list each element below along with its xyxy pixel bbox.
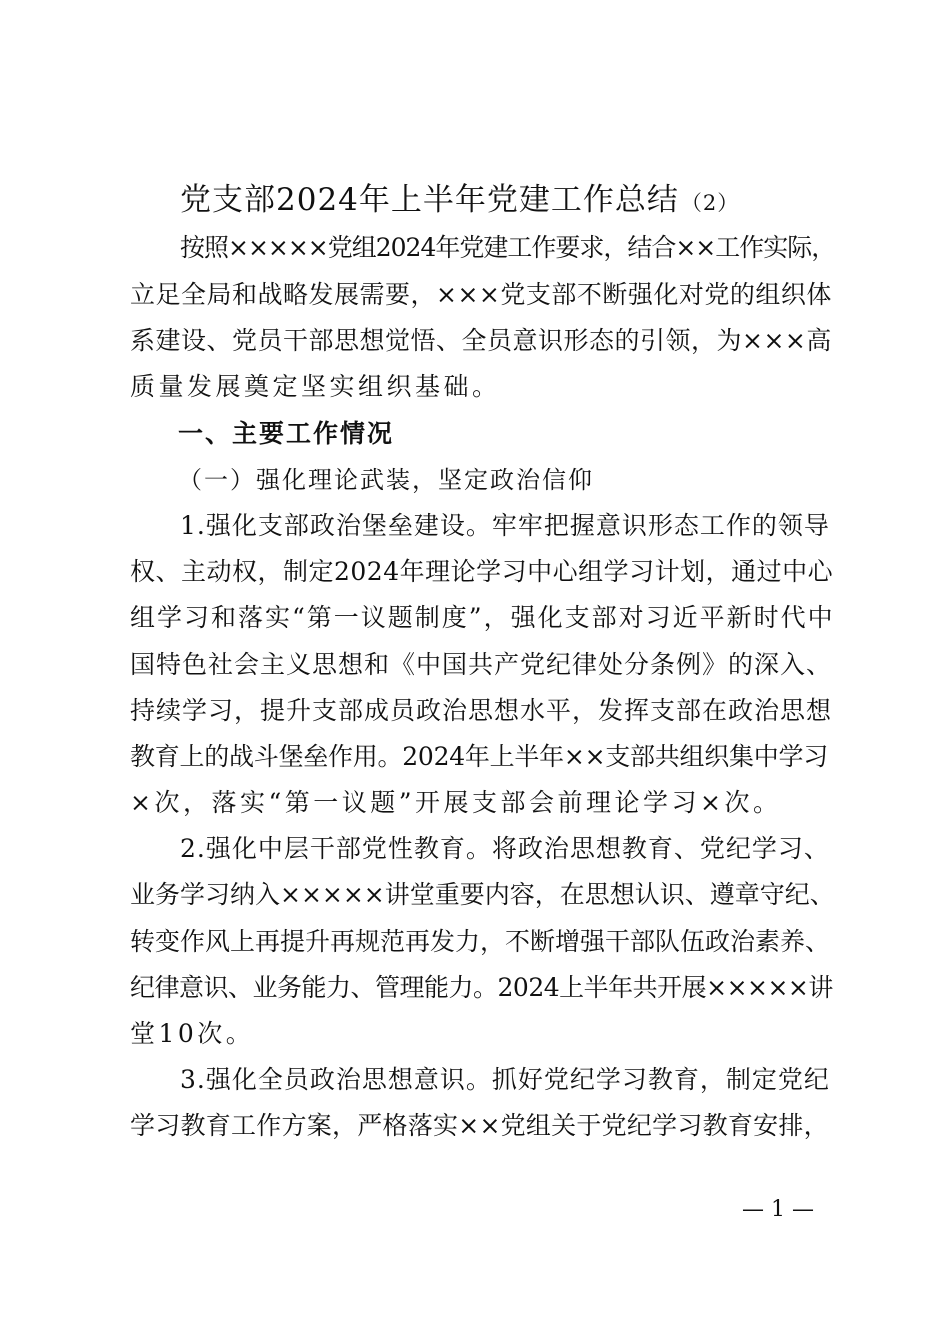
section-heading: 一、主要工作情况: [178, 419, 395, 448]
intro-line: 按照×××××党组2024年党建工作要求，结合××工作实际，: [180, 233, 836, 262]
intro-line: 质量发展奠定坚实组织基础。: [130, 372, 501, 401]
document-title: [180, 178, 739, 225]
paragraph-line: 堂10次。: [130, 1019, 255, 1048]
paragraph-line: ×次，落实“第一议题”开展支部会前理论学习×次。: [130, 788, 782, 817]
paragraph-line: 教育上的战斗堡垒作用。2024年上半年××支部共组织集中学习: [130, 742, 829, 771]
paragraph-line: 纪律意识、业务能力、管理能力。2024上半年共开展×××××讲: [130, 973, 833, 1002]
paragraph-line: 3.强化全员政治思想意识。抓好党纪学习教育，制定党纪: [180, 1065, 830, 1094]
intro-line: 立足全局和战略发展需要，×××党支部不断强化对党的组织体: [130, 280, 832, 309]
intro-line: 系建设、党员干部思想觉悟、全员意识形态的引领，为×××高: [130, 326, 832, 355]
title-suffix: （2）: [680, 191, 740, 215]
paragraph-line: 持续学习，提升支部成员政治思想水平，发挥支部在政治思想: [130, 696, 833, 725]
paragraph-line: 权、主动权，制定2024年理论学习中心组学习计划，通过中心: [130, 557, 834, 586]
paragraph-line: 组学习和落实“第一议题制度”，强化支部对习近平新时代中: [130, 603, 835, 632]
paragraph-line: 国特色社会主义思想和《中国共产党纪律处分条例》的深入、: [130, 650, 833, 679]
paragraph-line: 学习教育工作方案，严格落实××党组关于党纪学习教育安排，: [130, 1111, 829, 1140]
subsection-heading: （一）强化理论武装，坚定政治信仰: [178, 466, 594, 494]
paragraph-line: 2.强化中层干部党性教育。将政治思想教育、党纪学习、: [180, 834, 830, 863]
paragraph-line: 1.强化支部政治堡垒建设。牢牢把握意识形态工作的领导: [180, 511, 830, 540]
paragraph-line: 业务学习纳入×××××讲堂重要内容，在思想认识、遵章守纪、: [130, 880, 835, 909]
title-text: 党支部2024年上半年党建工作总结: [180, 182, 679, 218]
paragraph-line: 转变作风上再提升再规范再发力，不断增强干部队伍政治素养、: [130, 927, 831, 956]
page-number: — 1 —: [742, 1197, 814, 1222]
